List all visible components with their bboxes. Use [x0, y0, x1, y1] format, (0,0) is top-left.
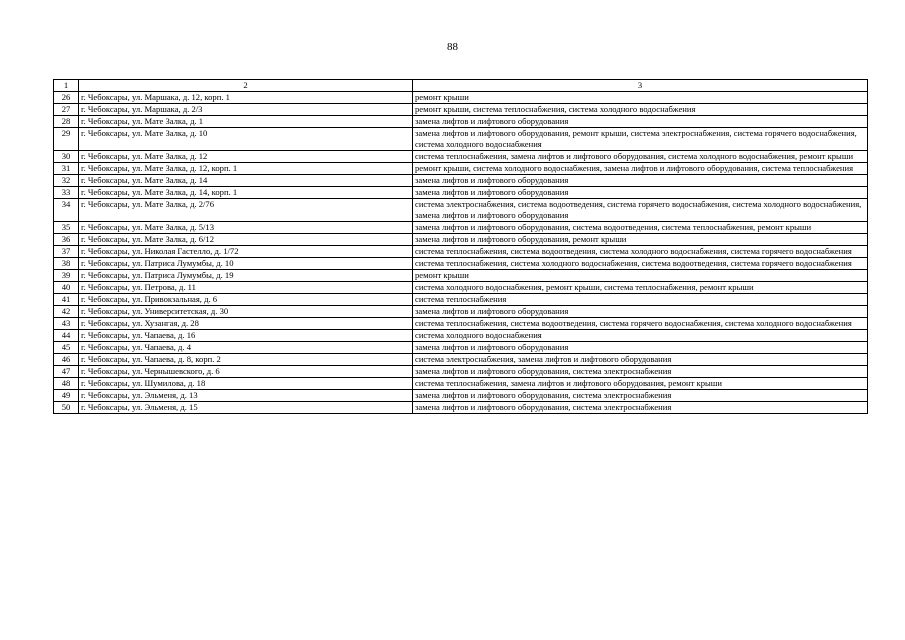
row-number-cell: 38 — [54, 258, 79, 270]
works-cell: система холодного водоснабжения — [413, 330, 868, 342]
address-cell: г. Чебоксары, ул. Мате Залка, д. 10 — [79, 128, 413, 151]
table-row — [54, 342, 868, 354]
row-number-cell: 48 — [54, 378, 79, 390]
address-cell: г. Чебоксары, ул. Шумилова, д. 18 — [79, 378, 413, 390]
row-number-cell: 39 — [54, 270, 79, 282]
row-number-cell: 45 — [54, 342, 79, 354]
address-cell: г. Чебоксары, ул. Николая Гастелло, д. 1/72 — [79, 246, 413, 258]
works-cell: замена лифтов и лифтового оборудования, ремонт крыши — [413, 234, 868, 246]
works-cell: ремонт крыши — [413, 270, 868, 282]
address-cell: г. Чебоксары, ул. Патриса Лумумбы, д. 19 — [79, 270, 413, 282]
row-number-cell: 29 — [54, 128, 79, 151]
table-row — [54, 116, 868, 128]
table-header-row — [54, 80, 868, 92]
row-number-cell: 50 — [54, 402, 79, 414]
works-cell: замена лифтов и лифтового оборудования, система электроснабжения — [413, 402, 868, 414]
column-header-works: 3 — [413, 80, 868, 92]
table-row — [54, 378, 868, 390]
page-number: 88 — [447, 41, 458, 53]
address-cell: г. Чебоксары, ул. Чапаева, д. 8, корп. 2 — [79, 354, 413, 366]
works-cell: ремонт крыши, система теплоснабжения, система холодного водоснабжения — [413, 104, 868, 116]
address-cell: г. Чебоксары, ул. Хузангая, д. 28 — [79, 318, 413, 330]
address-cell: г. Чебоксары, ул. Чапаева, д. 4 — [79, 342, 413, 354]
table-body — [54, 80, 868, 414]
table-row — [54, 306, 868, 318]
table-row — [54, 128, 868, 151]
works-cell: система теплоснабжения, замена лифтов и лифтового оборудования, ремонт крыши — [413, 378, 868, 390]
address-cell: г. Чебоксары, ул. Эльменя, д. 15 — [79, 402, 413, 414]
table-row — [54, 92, 868, 104]
repair-works-table — [53, 79, 868, 414]
address-cell: г. Чебоксары, ул. Мате Залка, д. 5/13 — [79, 222, 413, 234]
works-cell: система теплоснабжения, система холодного водоснабжения, система водоотведения, система горячего водоснабжения — [413, 258, 868, 270]
table-row — [54, 270, 868, 282]
table-row — [54, 330, 868, 342]
row-number-cell: 42 — [54, 306, 79, 318]
row-number-cell: 30 — [54, 151, 79, 163]
row-number-cell: 46 — [54, 354, 79, 366]
address-cell: г. Чебоксары, ул. Мате Залка, д. 12 — [79, 151, 413, 163]
table-row — [54, 258, 868, 270]
table-row — [54, 318, 868, 330]
row-number-cell: 44 — [54, 330, 79, 342]
address-cell: г. Чебоксары, ул. Мате Залка, д. 1 — [79, 116, 413, 128]
row-number-cell: 32 — [54, 175, 79, 187]
row-number-cell: 40 — [54, 282, 79, 294]
works-cell: ремонт крыши — [413, 92, 868, 104]
row-number-cell: 36 — [54, 234, 79, 246]
table-row — [54, 366, 868, 378]
table-row — [54, 163, 868, 175]
table-row — [54, 222, 868, 234]
table-row — [54, 354, 868, 366]
address-cell: г. Чебоксары, ул. Чапаева, д. 16 — [79, 330, 413, 342]
address-cell: г. Чебоксары, ул. Мате Залка, д. 12, корп. 1 — [79, 163, 413, 175]
address-cell: г. Чебоксары, ул. Мате Залка, д. 14 — [79, 175, 413, 187]
address-cell: г. Чебоксары, ул. Маршака, д. 2/3 — [79, 104, 413, 116]
row-number-cell: 41 — [54, 294, 79, 306]
address-cell: г. Чебоксары, ул. Чернышевского, д. 6 — [79, 366, 413, 378]
works-cell: ремонт крыши, система холодного водоснабжения, замена лифтов и лифтового оборудования, система теплоснабжения — [413, 163, 868, 175]
table-row — [54, 282, 868, 294]
works-cell: система теплоснабжения, система водоотведения, система горячего водоснабжения, система холодного водоснабжения — [413, 318, 868, 330]
table-row — [54, 390, 868, 402]
row-number-cell: 33 — [54, 187, 79, 199]
table-row — [54, 294, 868, 306]
table-row — [54, 234, 868, 246]
works-cell: замена лифтов и лифтового оборудования — [413, 306, 868, 318]
works-cell: замена лифтов и лифтового оборудования, ремонт крыши, система электроснабжения, система горячего водоснабжения, система холодного водоснабжения — [413, 128, 868, 151]
address-cell: г. Чебоксары, ул. Петрова, д. 11 — [79, 282, 413, 294]
works-cell: замена лифтов и лифтового оборудования — [413, 116, 868, 128]
address-cell: г. Чебоксары, ул. Мате Залка, д. 6/12 — [79, 234, 413, 246]
row-number-cell: 37 — [54, 246, 79, 258]
works-cell: система теплоснабжения — [413, 294, 868, 306]
works-cell: замена лифтов и лифтового оборудования, система водоотведения, система теплоснабжения, ремонт крыши — [413, 222, 868, 234]
row-number-cell: 28 — [54, 116, 79, 128]
works-cell: замена лифтов и лифтового оборудования — [413, 187, 868, 199]
address-cell: г. Чебоксары, ул. Патриса Лумумбы, д. 10 — [79, 258, 413, 270]
works-cell: система электроснабжения, замена лифтов и лифтового оборудования — [413, 354, 868, 366]
works-cell: замена лифтов и лифтового оборудования — [413, 342, 868, 354]
table-row — [54, 104, 868, 116]
row-number-cell: 34 — [54, 199, 79, 222]
table-row — [54, 199, 868, 222]
table-row — [54, 402, 868, 414]
address-cell: г. Чебоксары, ул. Мате Залка, д. 2/76 — [79, 199, 413, 222]
works-cell: система электроснабжения, система водоотведения, система горячего водоснабжения, система холодного водоснабжения, замена лифтов и лифтового оборудования — [413, 199, 868, 222]
table-row — [54, 175, 868, 187]
works-cell: замена лифтов и лифтового оборудования, система электроснабжения — [413, 390, 868, 402]
row-number-cell: 26 — [54, 92, 79, 104]
row-number-cell: 47 — [54, 366, 79, 378]
address-cell: г. Чебоксары, ул. Мате Залка, д. 14, корп. 1 — [79, 187, 413, 199]
table-row — [54, 246, 868, 258]
row-number-cell: 35 — [54, 222, 79, 234]
works-cell: система холодного водоснабжения, ремонт крыши, система теплоснабжения, ремонт крыши — [413, 282, 868, 294]
row-number-cell: 31 — [54, 163, 79, 175]
works-cell: система теплоснабжения, система водоотведения, система холодного водоснабжения, система горячего водоснабжения — [413, 246, 868, 258]
works-cell: замена лифтов и лифтового оборудования, система электроснабжения — [413, 366, 868, 378]
row-number-cell: 43 — [54, 318, 79, 330]
column-header-number: 1 — [54, 80, 79, 92]
address-cell: г. Чебоксары, ул. Университетская, д. 30 — [79, 306, 413, 318]
works-cell: система теплоснабжения, замена лифтов и лифтового оборудования, система холодного водоснабжения, ремонт крыши — [413, 151, 868, 163]
address-cell: г. Чебоксары, ул. Привокзальная, д. 6 — [79, 294, 413, 306]
table-row — [54, 151, 868, 163]
column-header-address: 2 — [79, 80, 413, 92]
table-row — [54, 187, 868, 199]
row-number-cell: 49 — [54, 390, 79, 402]
row-number-cell: 27 — [54, 104, 79, 116]
address-cell: г. Чебоксары, ул. Эльменя, д. 13 — [79, 390, 413, 402]
works-cell: замена лифтов и лифтового оборудования — [413, 175, 868, 187]
address-cell: г. Чебоксары, ул. Маршака, д. 12, корп. 1 — [79, 92, 413, 104]
